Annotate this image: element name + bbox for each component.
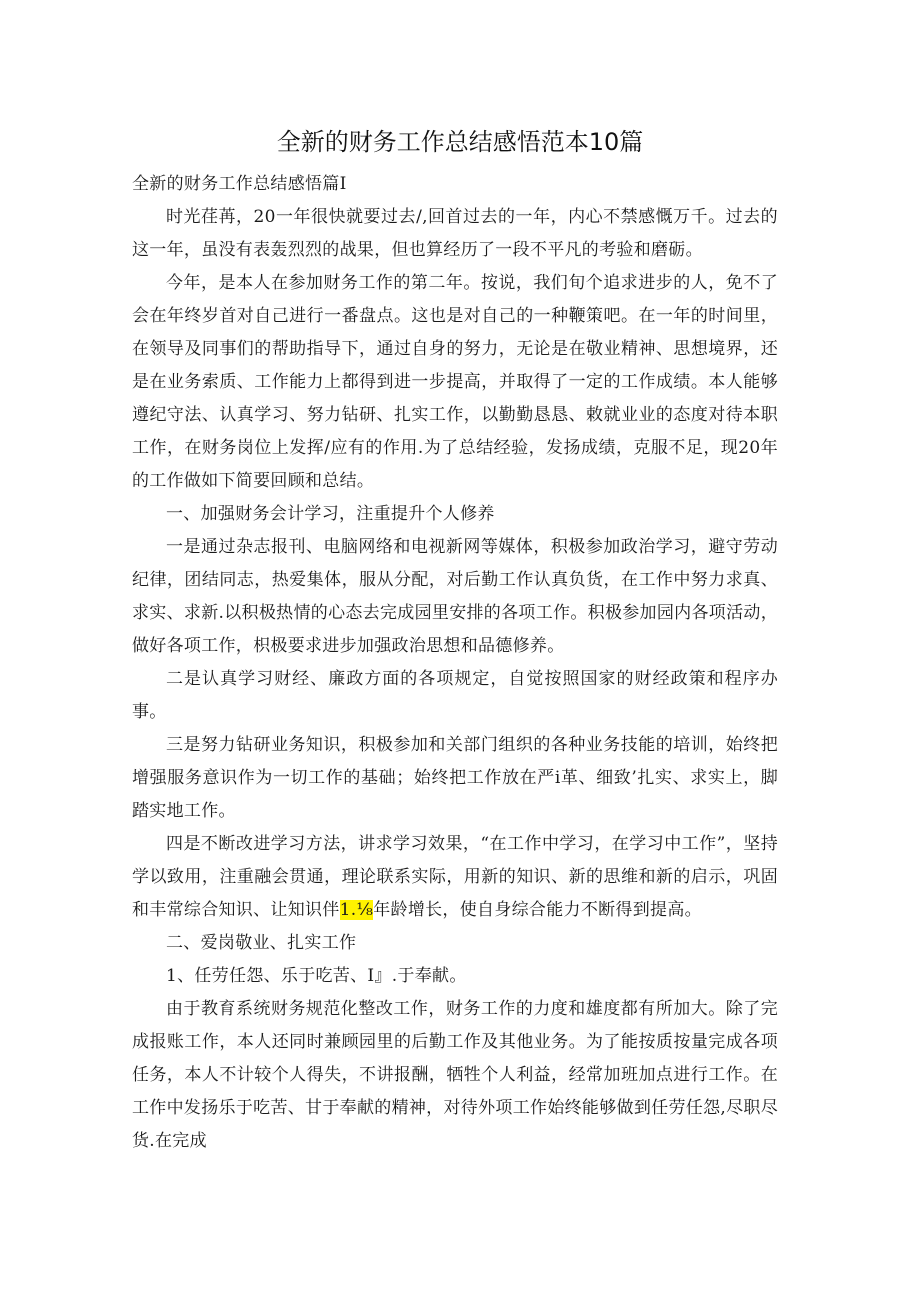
paragraph-6-before: 四是不断改进学习方法，讲求学习效果，“在工作中学习，在学习中工作”，坚持学以致用，注重融会贯通，理论联系实际，用新的知识、新的思维和新的启示，巩固和丰常综合知识、让知识伴 — [132, 834, 778, 920]
highlighted-text: 1.⅛ — [339, 900, 374, 920]
subheading-1: 1、任劳任怨、乐于吃苦、I』.于奉献。 — [166, 966, 467, 986]
paragraph-6 — [132, 828, 778, 927]
paragraph-1: 时光荏苒，20一年很快就要过去/,回首过去的一年，内心不禁感慨万千。过去的这一年，虽没有表轰烈烈的战果，但也算经历了一段不平凡的考验和磨砺。 — [132, 207, 778, 260]
paragraph-3: 一是通过杂志报刊、电脑网络和电视新网等媒体，积极参加政治学习，避守劳动纪律，团结同志，热爱集体，服从分配，对后勤工作认真负货，在工作中努力求真、求实、求新.以积极热情的心态去完成园里安排的各项工作。积极参加园内各项活动，做好各项工作，枳极要求进步加强政治思想和品德修养。 — [132, 537, 778, 656]
heading-1: 一、加强财务会计学习，注重提升个人修养 — [166, 504, 495, 524]
heading-2: 二、爱岗敬业、扎实工作 — [166, 933, 357, 953]
document-title: 全新的财务工作总结感悟范本10篇 — [276, 128, 644, 156]
paragraph-6-after: 年龄增长，使自身综合能力不断得到提高。 — [373, 900, 702, 920]
paragraph-5: 三是努力钻研业务知识，积极参加和关部门组织的各种业务技能的培训，始终把增强服务意识作为一切工作的基础；始终把工作放在严i革、细致’扎实、求实上，脚踏实地工作。 — [132, 735, 778, 821]
section-subtitle: 全新的财务工作总结感悟篇I — [132, 174, 347, 194]
paragraph-4: 二是认真学习财经、廉政方面的各项规定，自觉按照国家的财经政策和程序办事。 — [132, 669, 778, 722]
paragraph-7: 由于教育系统财务规范化整改工作，财务工作的力度和雄度都有所加大。除了完成报账工作，本人还同时兼顾园里的后勤工作及其他业务。为了能按质按量完成各项任务，本人不计较个人得失，不讲报酬，牺牲个人利益，经常加班加点进行工作。在工作中发扬乐于吃苦、甘于奉献的精神，对待外项工作始终能够做到任劳任怨,尽职尽货.在完成 — [132, 999, 778, 1151]
paragraph-2: 今年，是本人在参加财务工作的第二年。按说，我们旬个追求进步的人，免不了会在年终岁首对自己进行一番盘点。这也是对自己的一种鞭策吧。在一年的时间里，在领导及同事们的帮助指导下，通过自身的努力，无论是在敬业精神、思想境界，还是在业务索质、工作能力上都得到进一步提高，并取得了一定的工作成绩。本人能够遵纪守法、认真学习、努力钻研、扎实工作，以勤勤恳恳、敕就业业的态度对待本职工作，在财务岗位上发挥/应有的作用.为了总结经验，发扬成绩，克服不足，现20年的工作做如下简要回顾和总结。 — [132, 273, 778, 491]
document-body — [132, 168, 778, 1158]
